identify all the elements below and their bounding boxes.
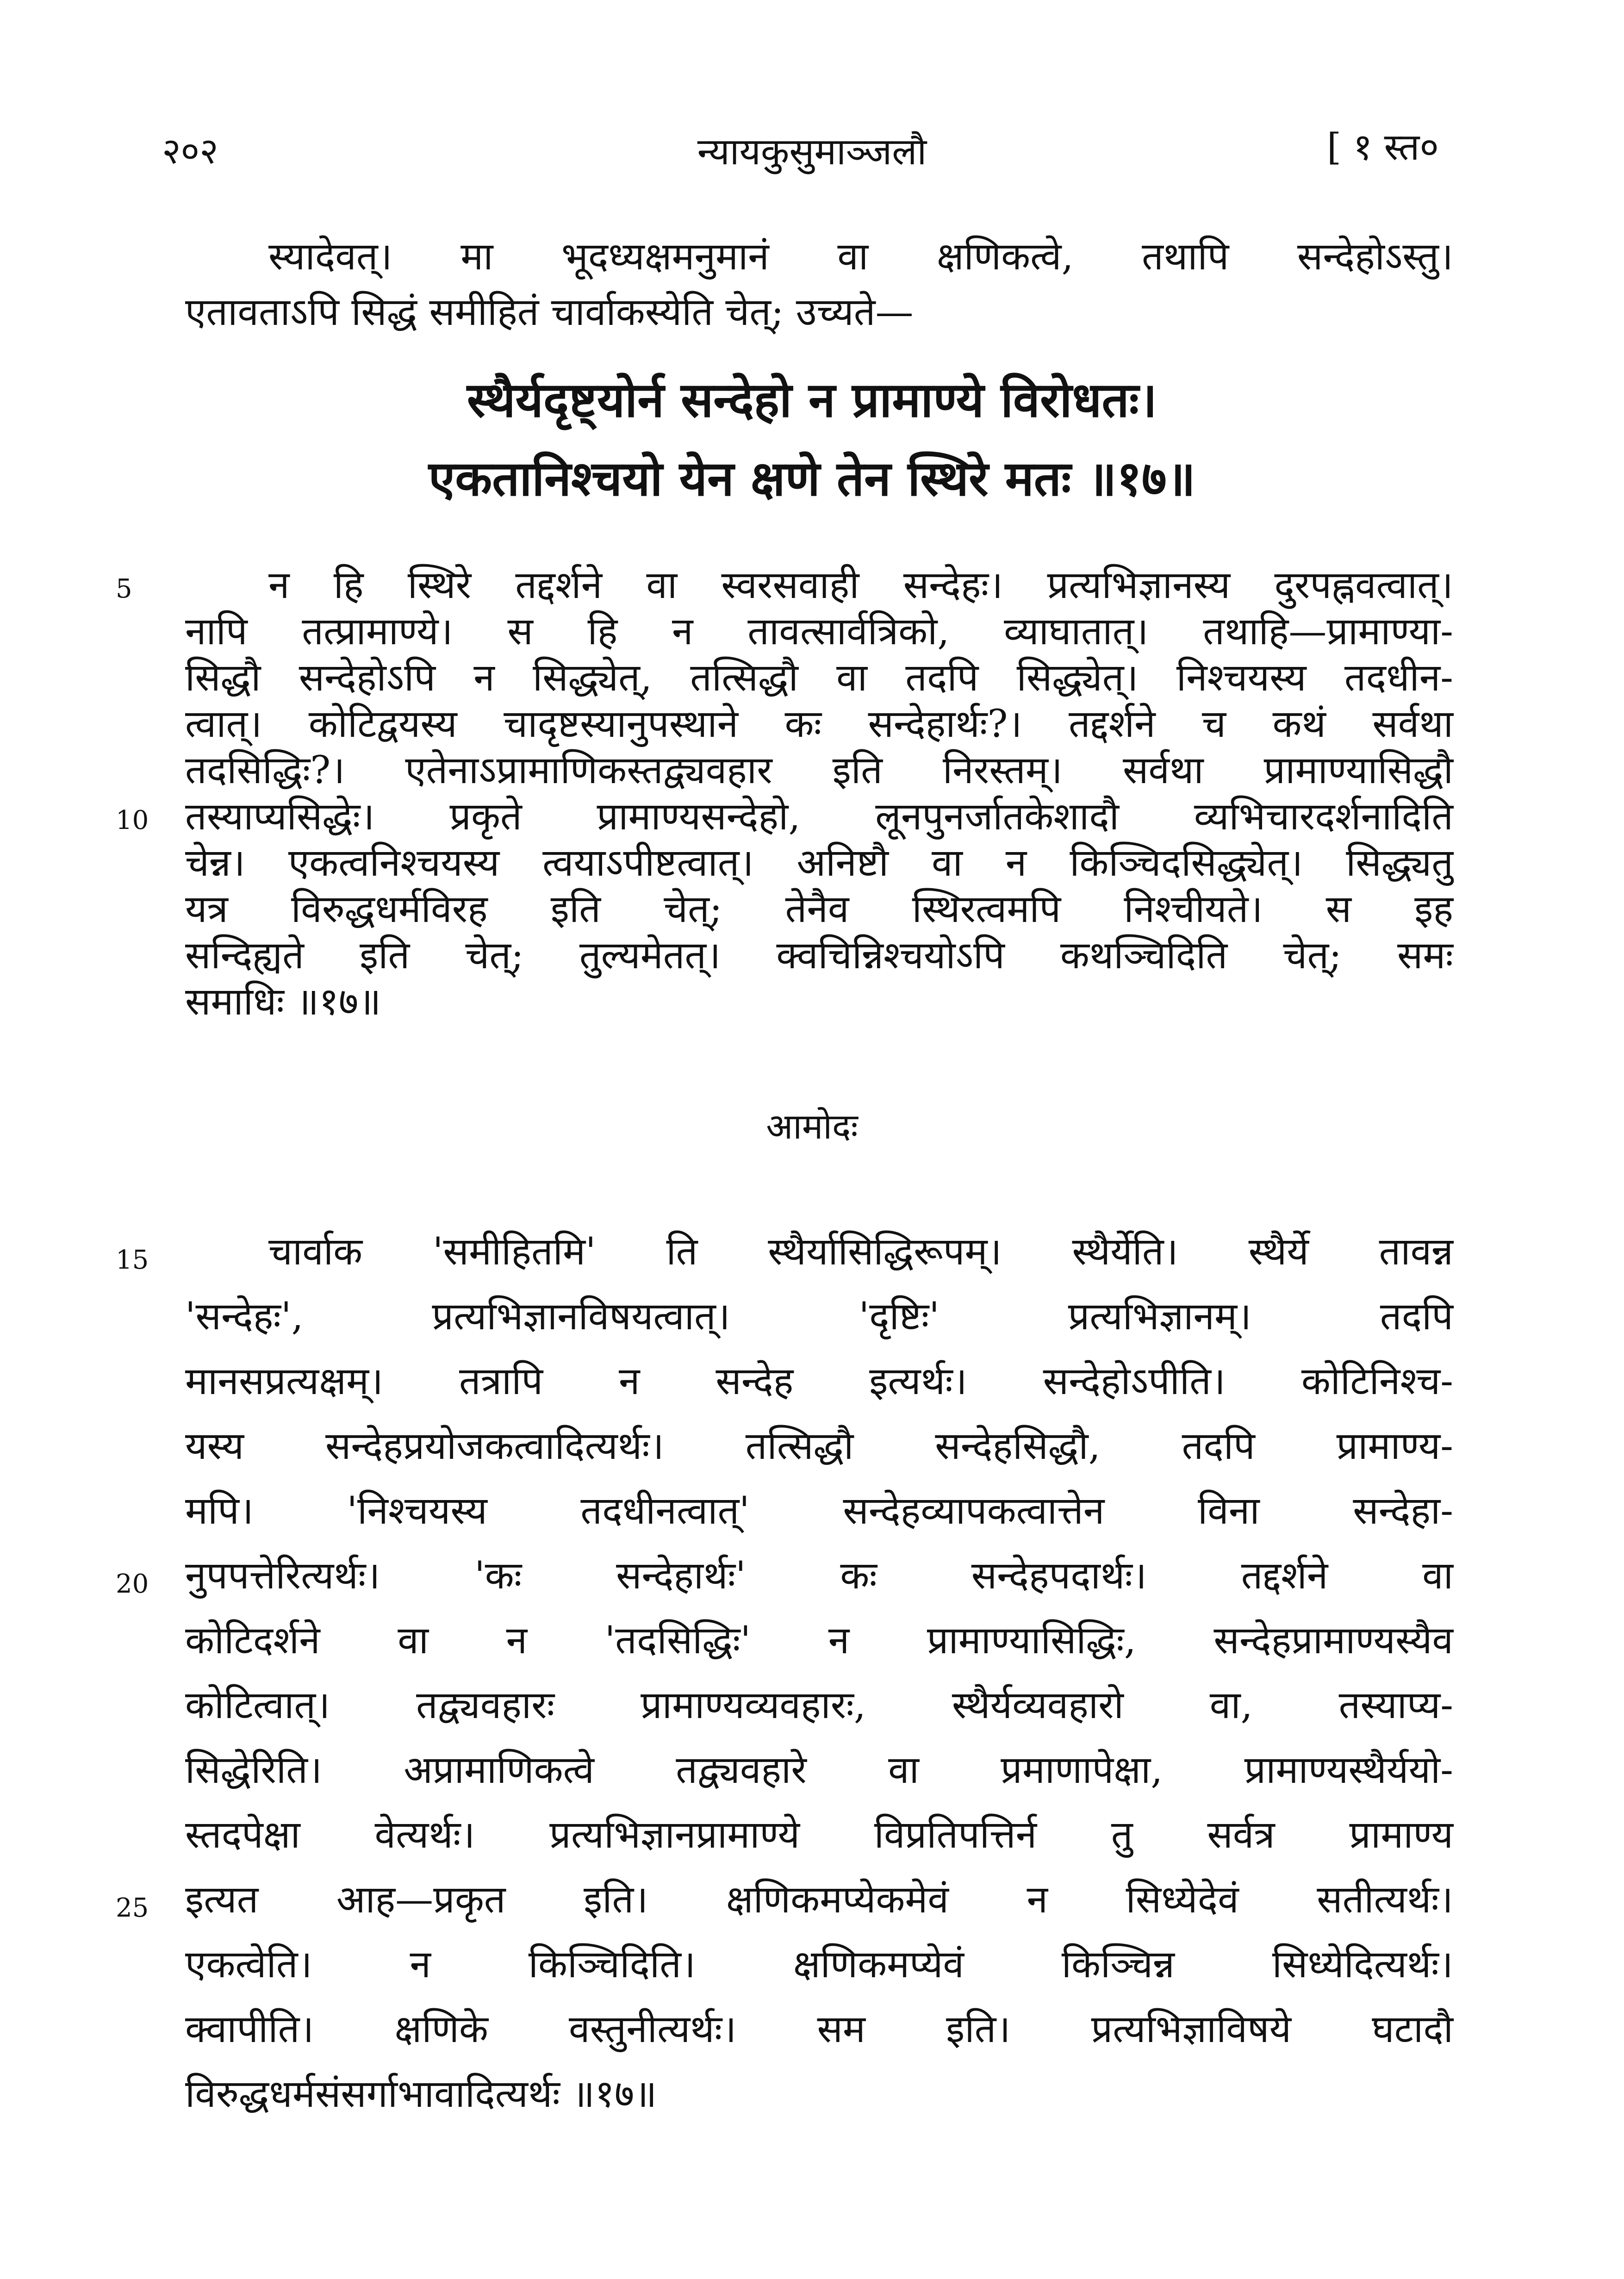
amoda-line: सिद्धेरिति। अप्रामाणिकत्वे तद्व्यवहारे वा प्रमाणापेक्षा, प्रामाण्यस्थैर्ययो- <box>185 1748 1453 1792</box>
amoda-line: एकत्वेति। न किञ्चिदिति। क्षणिकमप्येवं किञ्चिन्न सिध्येदित्यर्थः। <box>185 1943 1453 1986</box>
verse-line: स्थैर्यदृष्ट्योर्न सन्देहो न प्रामाण्ये विरोधतः। <box>467 371 1157 428</box>
commentary-line: यत्र विरुद्धधर्मविरह इति चेत्; तेनैव स्थिरत्वमपि निश्चीयते। स इह <box>185 887 1453 931</box>
commentary-line: त्वात्। कोटिद्वयस्य चादृष्टस्यानुपस्थाने कः सन्देहार्थः?। तद्दर्शने च कथं सर्वथा <box>185 702 1453 746</box>
amoda-line: मपि। 'निश्चयस्य तदधीनत्वात्' सन्देहव्यापकत्वात्तेन विना सन्देहा- <box>185 1489 1453 1533</box>
line-number: 10 <box>116 805 149 835</box>
amoda-line: विरुद्धधर्मसंसर्गाभावादित्यर्थः ॥१७॥ <box>185 2072 657 2116</box>
commentary-line: नापि तत्प्रामाण्ये। स हि न तावत्सार्वत्रिको, व्याघातात्। तथाहि—प्रामाण्या- <box>185 610 1453 654</box>
commentary-line: न हि स्थिरे तद्दर्शने वा स्वरसवाही सन्देहः। प्रत्यभिज्ञानस्य दुरपह्नवत्वात्। <box>268 563 1453 607</box>
commentary-line: सन्दिह्यते इति चेत्; तुल्यमेतत्। क्वचिन्निश्चयोऽपि कथञ्चिदिति चेत्; समः <box>185 934 1453 978</box>
amoda-line: 'सन्देहः', प्रत्यभिज्ञानविषयत्वात्। 'दृष्टिः' प्रत्यभिज्ञानम्। तदपि <box>185 1295 1453 1339</box>
commentary-line: चेन्न। एकत्वनिश्चयस्य त्वयाऽपीष्टत्वात्। अनिष्टौ वा न किञ्चिदसिद्ध्येत्। सिद्ध्यतु <box>185 841 1453 885</box>
amoda-line: कोटिदर्शने वा न 'तदसिद्धिः' न प्रामाण्यासिद्धिः, सन्देहप्रामाण्यस्यैव <box>185 1619 1453 1663</box>
commentary-line: तदसिद्धिः?। एतेनाऽप्रामाणिकस्तद्व्यवहार इति निरस्तम्। सर्वथा प्रामाण्यासिद्धौ <box>185 748 1453 792</box>
commentary-line: समाधिः ॥१७॥ <box>185 980 381 1024</box>
page-header <box>0 125 1624 185</box>
verse-line: एकतानिश्चयो येन क्षणे तेन स्थिरे मतः ॥१७॥ <box>428 450 1196 507</box>
commentary-line: सिद्धौ सन्देहोऽपि न सिद्ध्येत्, तत्सिद्धौ वा तदपि सिद्ध्येत्। निश्चयस्य तदधीन- <box>185 656 1453 700</box>
amoda-heading: आमोदः <box>766 1106 858 1147</box>
amoda-line: चार्वाक 'समीहितमि' ति स्थैर्यासिद्धिरूपम्। स्थैर्येति। स्थैर्ये तावन्न <box>268 1230 1453 1274</box>
amoda-line: स्तदपेक्षा वेत्यर्थः। प्रत्यभिज्ञानप्रामाण्ये विप्रतिपत्तिर्न तु सर्वत्र प्रामाण्य <box>185 1813 1453 1857</box>
line-number: 25 <box>116 1893 149 1923</box>
amoda-line: यस्य सन्देहप्रयोजकत्वादित्यर्थः। तत्सिद्धौ सन्देहसिद्धौ, तदपि प्रामाण्य- <box>185 1424 1453 1468</box>
line-number: 20 <box>116 1569 149 1599</box>
section-marker: [ १ स्त० <box>1327 125 1439 168</box>
amoda-line: कोटित्वात्। तद्व्यवहारः प्रामाण्यव्यवहारः, स्थैर्यव्यवहारो वा, तस्याप्य- <box>185 1683 1453 1727</box>
intro-line: स्यादेवत्। मा भूदध्यक्षमनुमानं वा क्षणिकत्वे, तथापि सन्देहोऽस्तु। <box>268 235 1453 279</box>
amoda-line: इत्यत आह—प्रकृत इति। क्षणिकमप्येकमेवं न सिध्येदेवं सतीत्यर्थः। <box>185 1878 1453 1922</box>
amoda-line: क्वापीति। क्षणिके वस्तुनीत्यर्थः। सम इति। प्रत्यभिज्ञाविषये घटादौ <box>185 2007 1453 2051</box>
amoda-line: नुपपत्तेरित्यर्थः। 'कः सन्देहार्थः' कः सन्देहपदार्थः। तद्दर्शने वा <box>185 1554 1453 1598</box>
intro-line: एतावताऽपि सिद्धं समीहितं चार्वाकस्येति चेत्; उच्यते— <box>185 290 914 334</box>
commentary-line: तस्याप्यसिद्धेः। प्रकृते प्रामाण्यसन्देहो, लूनपुनर्जातकेशादौ व्यभिचारदर्शनादिति <box>185 795 1453 839</box>
running-title: न्यायकुसुमाञ्जलौ <box>697 130 927 173</box>
line-number: 5 <box>116 574 132 604</box>
amoda-line: मानसप्रत्यक्षम्। तत्रापि न सन्देह इत्यर्थः। सन्देहोऽपीति। कोटिनिश्च- <box>185 1359 1453 1403</box>
page-number: २०२ <box>162 131 218 172</box>
line-number: 15 <box>116 1245 149 1275</box>
